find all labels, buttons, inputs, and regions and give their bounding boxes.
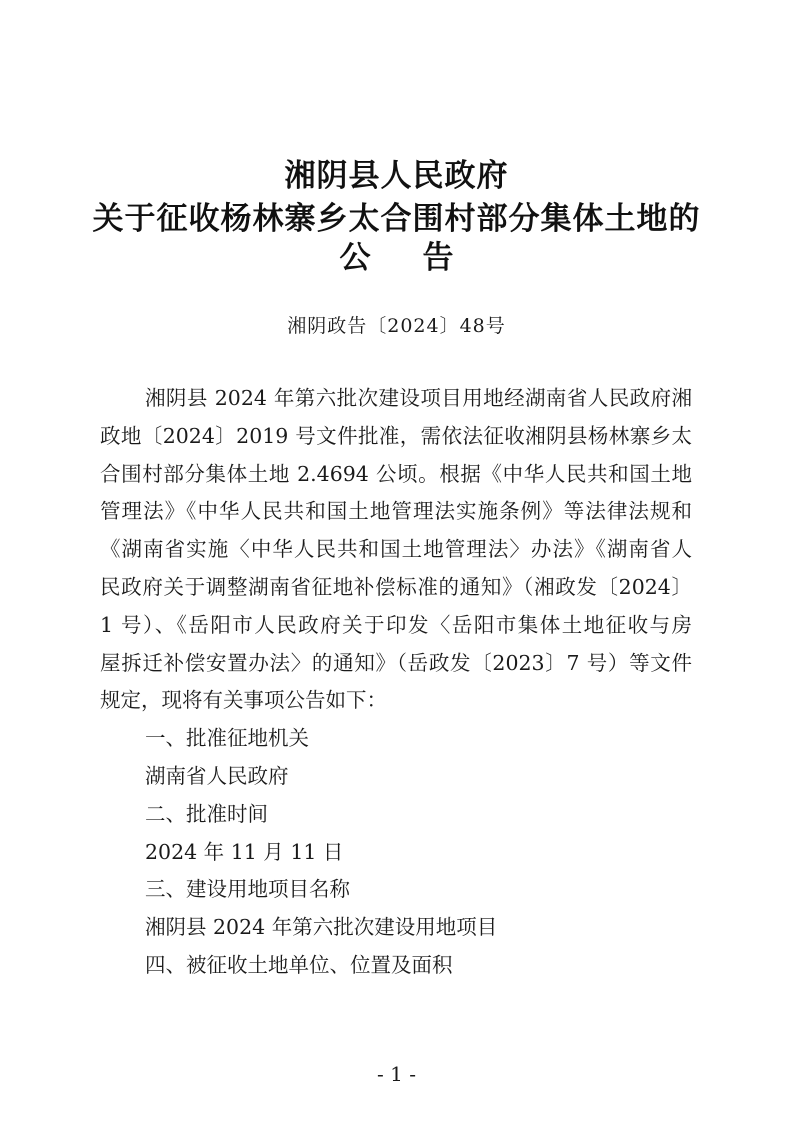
section-heading: 四、被征收土地单位、位置及面积 xyxy=(145,953,453,977)
section-content: 湘阴县 2024 年第六批次建设用地项目 xyxy=(145,915,498,939)
section-content: 湖南省人民政府 xyxy=(145,764,289,788)
paragraph-line: 民政府关于调整湖南省征地补偿标准的通知》（湘政发〔2024〕 xyxy=(100,575,692,599)
paragraph-line: 政地〔2024〕2019 号文件批准，需依法征收湘阴县杨林寨乡太 xyxy=(100,424,692,448)
page-number: - 1 - xyxy=(377,1062,416,1086)
paragraph-line: 屋拆迁补偿安置办法〉的通知》（岳政发〔2023〕7 号）等文件 xyxy=(100,651,692,675)
section-heading: 三、建设用地项目名称 xyxy=(145,877,350,901)
title-notice: 公告 xyxy=(339,240,506,276)
paragraph-line: 合围村部分集体土地 2.4694 公顷。根据《中华人民共和国土地 xyxy=(100,462,692,486)
section-content: 2024 年 11 月 11 日 xyxy=(145,840,344,864)
paragraph-line: 湘阴县 2024 年第六批次建设项目用地经湖南省人民政府湘 xyxy=(145,386,692,410)
title-issuer: 湘阴县人民政府 xyxy=(284,158,509,194)
title-subject: 关于征收杨林寨乡太合围村部分集体土地的 xyxy=(92,201,701,237)
document-number: 湘阴政告〔2024〕48号 xyxy=(287,315,506,337)
section-heading: 二、批准时间 xyxy=(145,802,268,826)
paragraph-line: 规定，现将有关事项公告如下： xyxy=(100,688,387,712)
paragraph-line: 1 号）、《岳阳市人民政府关于印发〈岳阳市集体土地征收与房 xyxy=(100,613,692,637)
paragraph-line: 管理法》《中华人民共和国土地管理法实施条例》等法律法规和 xyxy=(100,499,692,523)
section-heading: 一、批准征地机关 xyxy=(145,726,309,750)
paragraph-line: 《湖南省实施〈中华人民共和国土地管理法〉办法》《湖南省人 xyxy=(100,537,692,561)
